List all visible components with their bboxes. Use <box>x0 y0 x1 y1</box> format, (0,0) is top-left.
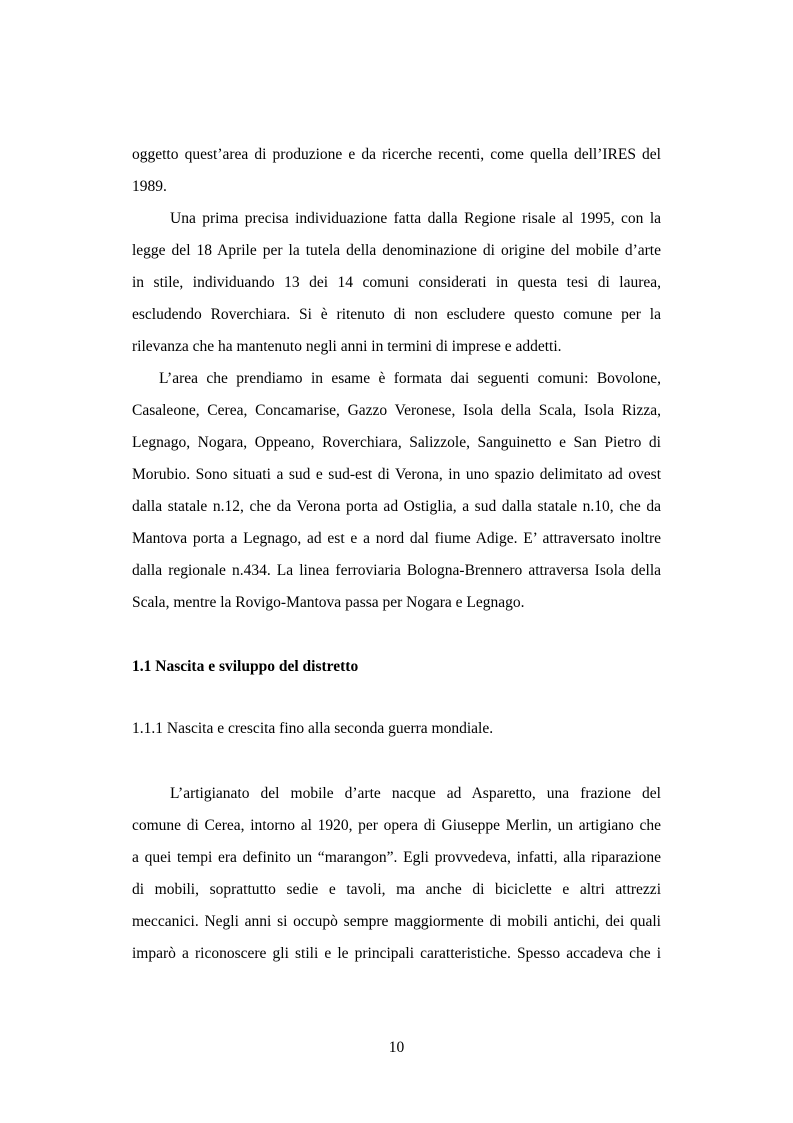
paragraph-3-line-2: Casaleone, Cerea, Concamarise, Gazzo Veronese, Isola della Scala, Isola Rizza, <box>132 402 661 419</box>
paragraph-4-line-2: comune di Cerea, intorno al 1920, per opera di Giuseppe Merlin, un artigiano che <box>132 817 661 834</box>
paragraph-3-line-8: Scala, mentre la Rovigo-Mantova passa per Nogara e Legnago. <box>132 594 525 611</box>
paragraph-1-line-2: 1989. <box>132 178 167 195</box>
paragraph-4-line-6: imparò a riconoscere gli stili e le principali caratteristiche. Spesso accadeva che i <box>132 945 661 962</box>
paragraph-2-line-4: escludendo Roverchiara. Si è ritenuto di non escludere questo comune per la <box>132 306 661 323</box>
paragraph-2-line-2: legge del 18 Aprile per la tutela della denominazione di origine del mobile d’arte <box>132 242 661 259</box>
paragraph-1-line-1: oggetto quest’area di produzione e da ricerche recenti, come quella dell’IRES del <box>132 146 661 163</box>
page-number: 10 <box>388 1039 405 1056</box>
section-heading: 1.1 Nascita e sviluppo del distretto <box>132 658 359 675</box>
paragraph-3-line-4: Morubio. Sono situati a sud e sud-est di Verona, in uno spazio delimitato ad ovest <box>132 466 661 483</box>
paragraph-4-line-5: meccanici. Negli anni si occupò sempre maggiormente di mobili antichi, dei quali <box>132 913 661 930</box>
paragraph-4-line-3: a quei tempi era definito un “marangon”. Egli provvedeva, infatti, alla riparazione <box>132 849 661 866</box>
paragraph-3-line-7: dalla regionale n.434. La linea ferroviaria Bologna-Brennero attraversa Isola della <box>132 562 661 579</box>
paragraph-2-line-5: rilevanza che ha mantenuto negli anni in termini di imprese e addetti. <box>132 338 562 355</box>
paragraph-4-line-1: L’artigianato del mobile d’arte nacque ad Asparetto, una frazione del <box>170 785 661 802</box>
paragraph-3-line-6: Mantova porta a Legnago, ad est e a nord dal fiume Adige. E’ attraversato inoltre <box>132 530 661 547</box>
paragraph-4-line-4: di mobili, soprattutto sedie e tavoli, ma anche di biciclette e altri attrezzi <box>132 881 661 898</box>
paragraph-3-line-1: L’area che prendiamo in esame è formata dai seguenti comuni: Bovolone, <box>159 370 661 387</box>
paragraph-2-line-3: in stile, individuando 13 dei 14 comuni considerati in questa tesi di laurea, <box>132 274 661 291</box>
paragraph-2-line-1: Una prima precisa individuazione fatta dalla Regione risale al 1995, con la <box>170 210 661 227</box>
subsection-heading: 1.1.1 Nascita e crescita fino alla seconda guerra mondiale. <box>132 720 494 737</box>
paragraph-3-line-5: dalla statale n.12, che da Verona porta ad Ostiglia, a sud dalla statale n.10, che da <box>132 498 661 515</box>
paragraph-3-line-3: Legnago, Nogara, Oppeano, Roverchiara, Salizzole, Sanguinetto e San Pietro di <box>132 434 661 451</box>
